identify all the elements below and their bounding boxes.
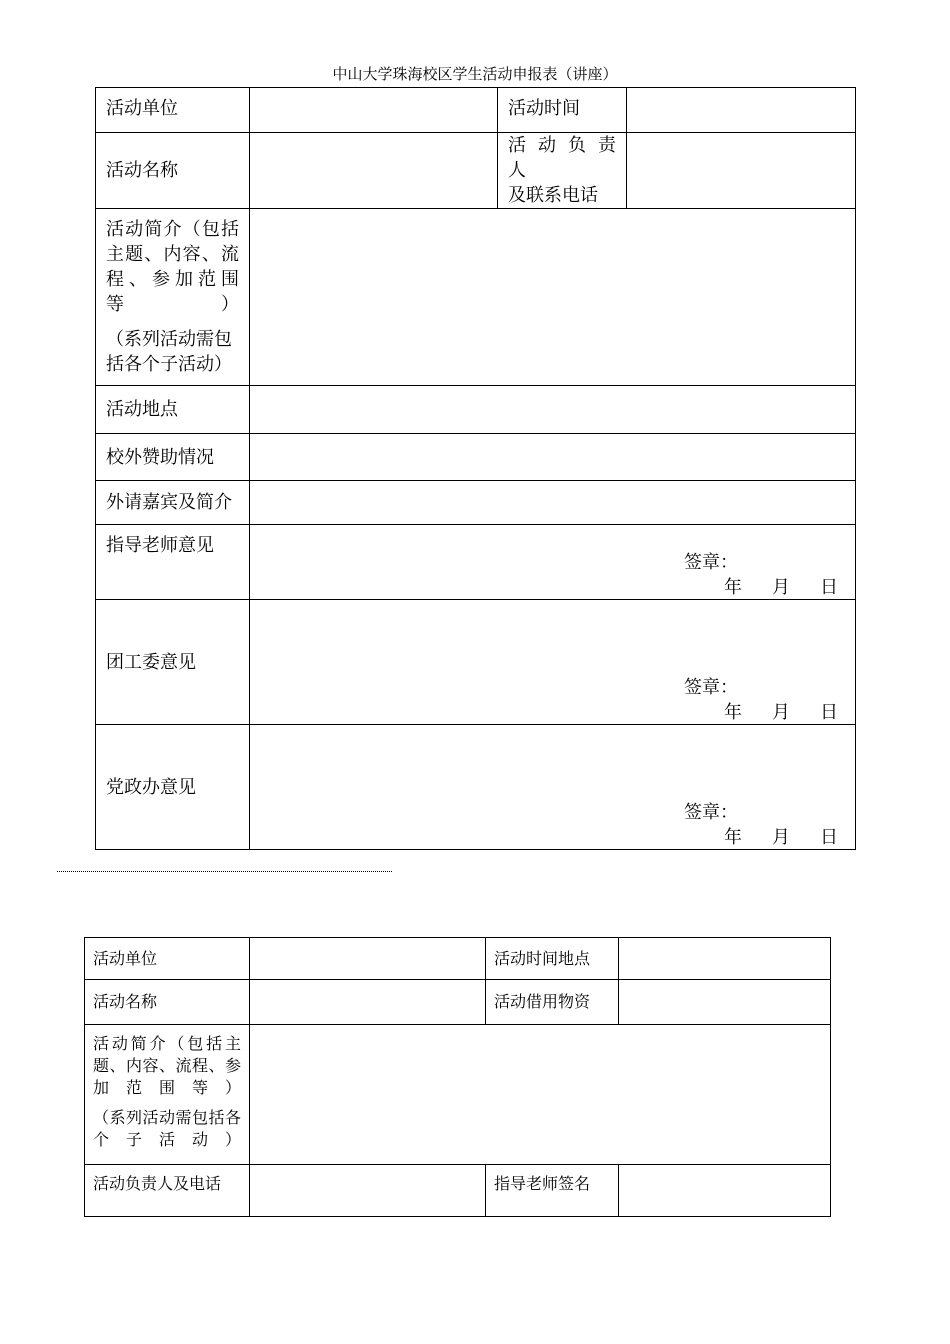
league-opinion-field[interactable] bbox=[250, 600, 856, 725]
org-label: 活动单位 bbox=[96, 88, 250, 133]
sponsor-label: 校外赞助情况 bbox=[96, 434, 250, 481]
place-label: 活动地点 bbox=[96, 386, 250, 434]
materials-label: 活动借用物资 bbox=[486, 980, 619, 1025]
intro-label-main: 活动简介（包括主题、内容、流程、参加范围等） bbox=[106, 219, 239, 315]
intro-label bbox=[96, 209, 250, 386]
time-place-field[interactable] bbox=[619, 938, 831, 980]
org-label: 活动单位 bbox=[85, 938, 250, 980]
seal-label: 签章： bbox=[684, 677, 738, 698]
intro-field[interactable] bbox=[250, 1025, 831, 1165]
advisor-sign-label: 指导老师签名 bbox=[486, 1165, 619, 1217]
date-line bbox=[724, 826, 838, 850]
advisor-opinion-field[interactable] bbox=[250, 525, 856, 600]
day-label: 日 bbox=[820, 702, 838, 723]
materials-field[interactable] bbox=[619, 980, 831, 1025]
time-label: 活动时间 bbox=[498, 88, 627, 133]
name-label: 活动名称 bbox=[96, 133, 250, 209]
leader-label-line2: 及联系电话 bbox=[508, 185, 598, 206]
month-label: 月 bbox=[772, 827, 790, 848]
day-label: 日 bbox=[820, 827, 838, 848]
name-field[interactable] bbox=[250, 133, 498, 209]
name-field[interactable] bbox=[250, 980, 486, 1025]
date-line bbox=[724, 576, 838, 600]
name-label: 活动名称 bbox=[85, 980, 250, 1025]
leader-label bbox=[498, 133, 627, 209]
seal-label: 签章： bbox=[684, 552, 738, 573]
month-label: 月 bbox=[772, 577, 790, 598]
leader-label: 活动负责人及电话 bbox=[85, 1165, 250, 1217]
application-form-short bbox=[84, 937, 831, 1217]
day-label: 日 bbox=[820, 577, 838, 598]
year-label: 年 bbox=[724, 702, 742, 723]
seal-label: 签章： bbox=[684, 802, 738, 823]
month-label: 月 bbox=[772, 702, 790, 723]
form-title: 中山大学珠海校区学生活动申报表（讲座） bbox=[332, 65, 618, 83]
org-field[interactable] bbox=[250, 938, 486, 980]
time-place-label: 活动时间地点 bbox=[486, 938, 619, 980]
party-opinion-field[interactable] bbox=[250, 725, 856, 850]
intro-label-main: 活动简介（包括主题、内容、流程、参加范围等） bbox=[93, 1034, 241, 1097]
league-opinion-label: 团工委意见 bbox=[96, 600, 250, 725]
application-form-lecture bbox=[95, 87, 856, 850]
guest-label: 外请嘉宾及简介 bbox=[96, 481, 250, 525]
date-line bbox=[724, 701, 838, 725]
intro-label-note: （系列活动需包括各个子活动） bbox=[106, 329, 232, 375]
guest-field[interactable] bbox=[250, 481, 856, 525]
year-label: 年 bbox=[724, 827, 742, 848]
org-field[interactable] bbox=[250, 88, 498, 133]
advisor-opinion-label: 指导老师意见 bbox=[96, 525, 250, 600]
leader-field[interactable] bbox=[627, 133, 856, 209]
dotted-divider bbox=[57, 871, 392, 872]
time-field[interactable] bbox=[627, 88, 856, 133]
party-opinion-label: 党政办意见 bbox=[96, 725, 250, 850]
intro-field[interactable] bbox=[250, 209, 856, 386]
intro-label-note: （系列活动需包括各个子活动） bbox=[93, 1108, 241, 1149]
leader-label-line1: 活 动 负 责 人 bbox=[508, 135, 616, 181]
sponsor-field[interactable] bbox=[250, 434, 856, 481]
intro-label bbox=[85, 1025, 250, 1165]
place-field[interactable] bbox=[250, 386, 856, 434]
year-label: 年 bbox=[724, 577, 742, 598]
leader-field[interactable] bbox=[250, 1165, 486, 1217]
advisor-sign-field[interactable] bbox=[619, 1165, 831, 1217]
